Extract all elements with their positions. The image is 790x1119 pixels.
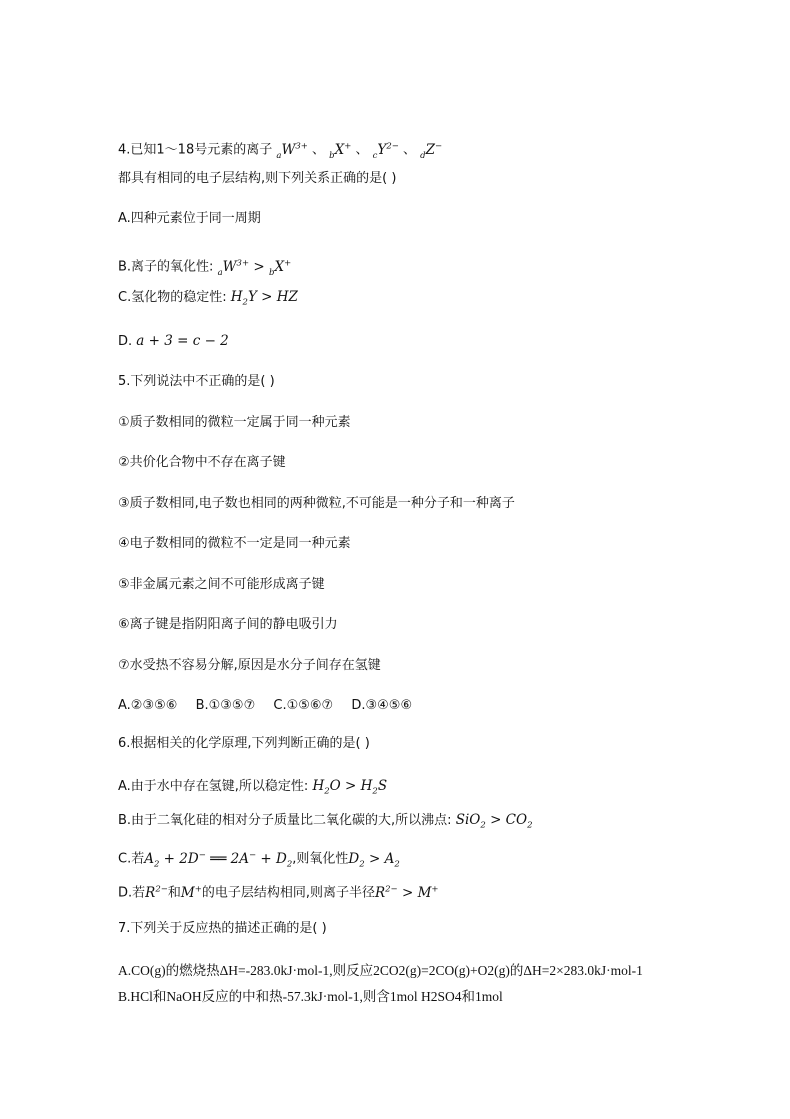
q6-option-d-post: 的电子层结构相同,则离子半径 [201, 885, 375, 901]
q4-stem-line1 [118, 137, 442, 161]
q6-option-c-formula: $D_2 > A_2$ [348, 850, 400, 870]
q6-option-b-text: B.由于二氧化硅的相对分子质量比二氧化碳的大,所以沸点: [118, 813, 452, 828]
q4-option-a: A.四种元素位于同一周期 [118, 211, 261, 226]
q6-option-d-ion-m: M+ [180, 884, 202, 901]
q7-option-a: A.CO(g)的燃烧热ΔH=-283.0kJ·mol-1,则反应2CO2(g)=2CO(g)+O2(g)的ΔH=2×283.0kJ·mol-1 [118, 963, 643, 978]
ion-x: X+ [334, 141, 352, 158]
separator: 、 [351, 142, 369, 158]
q6-option-d-pre: D.若 [118, 885, 146, 901]
q6-option-d [118, 880, 439, 903]
q4-option-c-formula: $H_2Y$ > HZ [230, 289, 298, 308]
q4-option-c-text: C.氢化物的稳定性: [118, 290, 227, 305]
q5-item: ③质子数相同,电子数也相同的两种微粒,不可能是一种分子和一种离子 [118, 496, 515, 511]
q6-option-a-text: A.由于水中存在氢键,所以稳定性: [118, 779, 309, 794]
q5-item: ⑥离子键是指阴阳离子间的静电吸引力 [118, 617, 338, 632]
q6-option-a [118, 777, 387, 801]
ion-z: Z− [425, 141, 443, 158]
q6-option-c-post: ,则氧化性 [292, 851, 349, 867]
q6-option-a-formula: $H_2O > H_2S$ [312, 778, 388, 797]
q4-stem-line2: 都具有相同的电子层结构,则下列关系正确的是( ) [118, 171, 397, 186]
q7-option-b: B.HCl和NaOH反应的中和热-57.3kJ·mol-1,则含1mol H2SO4和1mol [118, 989, 503, 1004]
q5-item: ②共价化合物中不存在离子键 [118, 455, 286, 470]
q4-option-b-text: B.离子的氧化性: [118, 259, 214, 275]
q6-option-c-equation: $A_2 + 2D^-$ ══ $2A^- + D_2$ [144, 850, 293, 870]
q5-option-b: B.①③⑤⑦ [195, 698, 256, 713]
q6-option-d-ion-r: $R^{2-}$ [145, 884, 168, 901]
q6-option-b [118, 811, 533, 835]
separator: 、 [398, 142, 416, 158]
ion-w-prefix: a [276, 150, 282, 161]
q5-stem: 5.下列说法中不正确的是( ) [118, 374, 275, 389]
q6-option-d-mid: 和 [167, 885, 181, 901]
q5-item: ⑦水受热不容易分解,原因是水分子间存在氢键 [118, 658, 381, 673]
ion-y-prefix: c [372, 150, 378, 161]
q4-option-c [118, 288, 298, 312]
ion-y: $Y^{2-}$ [377, 141, 399, 158]
q6-option-d-formula: $R^{2-} > M^+$ [374, 884, 439, 901]
q7-stem: 7.下列关于反应热的描述正确的是( ) [118, 921, 327, 936]
q6-option-b-formula: $SiO_2 > CO_2$ [455, 812, 533, 831]
q4-option-d [118, 332, 229, 351]
separator: 、 [307, 142, 325, 158]
q6-option-c [118, 846, 400, 873]
q5-options [118, 697, 426, 715]
q6-option-c-pre: C.若 [118, 851, 145, 867]
q6-stem: 6.根据相关的化学原理,下列判断正确的是( ) [118, 736, 370, 751]
q5-item: ①质子数相同的微粒一定属于同一种元素 [118, 415, 351, 430]
q4-option-b [118, 254, 291, 278]
q4-option-d-text: D. [118, 334, 133, 349]
q5-item: ④电子数相同的微粒不一定是同一种元素 [118, 536, 351, 551]
q5-option-a: A.②③⑤⑥ [118, 698, 178, 713]
q5-item: ⑤非金属元素之间不可能形成离子键 [118, 577, 325, 592]
ion-w: $W^{3+}$ [281, 141, 308, 158]
q4-stem-prefix: 4.已知1～18号元素的离子 [118, 142, 273, 158]
q4-option-b-formula: $_aW^{3+} > _bX^+$ [217, 258, 292, 278]
q5-option-d: D.③④⑤⑥ [351, 698, 413, 713]
ion-z-prefix: d [420, 150, 426, 161]
ion-x-prefix: b [329, 150, 335, 161]
q4-option-d-formula: a + 3 = c − 2 [136, 333, 229, 349]
q5-option-c: C.①⑤⑥⑦ [273, 698, 334, 713]
